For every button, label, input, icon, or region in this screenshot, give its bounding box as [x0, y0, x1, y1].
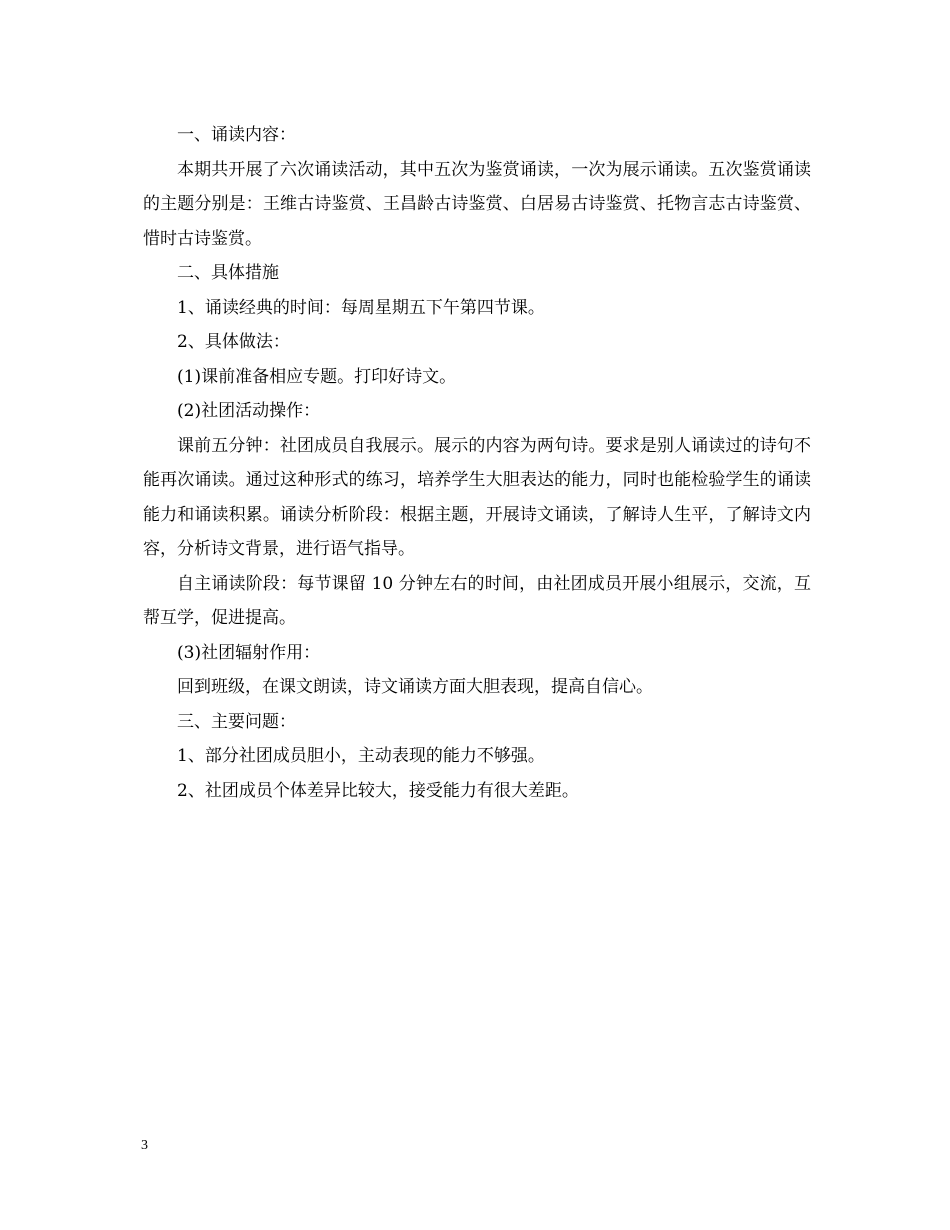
heading-specific-measures: 二、具体措施 [177, 263, 279, 283]
paragraph-reading-time: 1、诵读经典的时间：每周星期五下午第四节课。 [177, 297, 545, 318]
paragraph-reading-summary: 本期共开展了六次诵读活动，其中五次为鉴赏诵读，一次为展示诵读。五次鉴赏诵读的主题分别是：王维古诗鉴赏、王昌龄古诗鉴赏、白居易古诗鉴赏、托物言志古诗鉴赏、惜时古诗鉴赏。 [143, 159, 811, 249]
paragraph-five-minutes: 课前五分钟：社团成员自我展示。展示的内容为两句诗。要求是别人诵读过的诗句不能再次诵读。通过这种形式的练习，培养学生大胆表达的能力，同时也能检验学生的诵读能力和诵读积累。诵读分析阶段：根据主题，开展诗文诵读，了解诗人生平，了解诗文内容，分析诗文背景，进行语气指导。 [143, 435, 811, 559]
paragraph-specific-methods: 2、具体做法： [177, 332, 290, 352]
heading-reading-content: 一、诵读内容： [177, 125, 296, 145]
paragraph-method-1: (1)课前准备相应专题。打印好诗文。 [177, 366, 457, 387]
paragraph-problem-1: 1、部分社团成员胆小，主动表现的能力不够强。 [177, 746, 545, 766]
page-number: 3 [141, 1138, 148, 1153]
document-body [143, 118, 811, 808]
paragraph-method-3: (3)社团辐射作用： [177, 642, 321, 663]
paragraph-problem-2: 2、社团成员个体差异比较大，接受能力有很大差距。 [177, 780, 579, 801]
paragraph-method-2: (2)社团活动操作： [177, 401, 321, 421]
heading-main-problems: 三、主要问题： [177, 711, 296, 732]
paragraph-back-to-class: 回到班级，在课文朗读，诗文诵读方面大胆表现，提高自信心。 [177, 677, 653, 697]
paragraph-self-reading: 自主诵读阶段：每节课留 10 分钟左右的时间，由社团成员开展小组展示，交流，互帮互学，促进提高。 [143, 573, 811, 628]
